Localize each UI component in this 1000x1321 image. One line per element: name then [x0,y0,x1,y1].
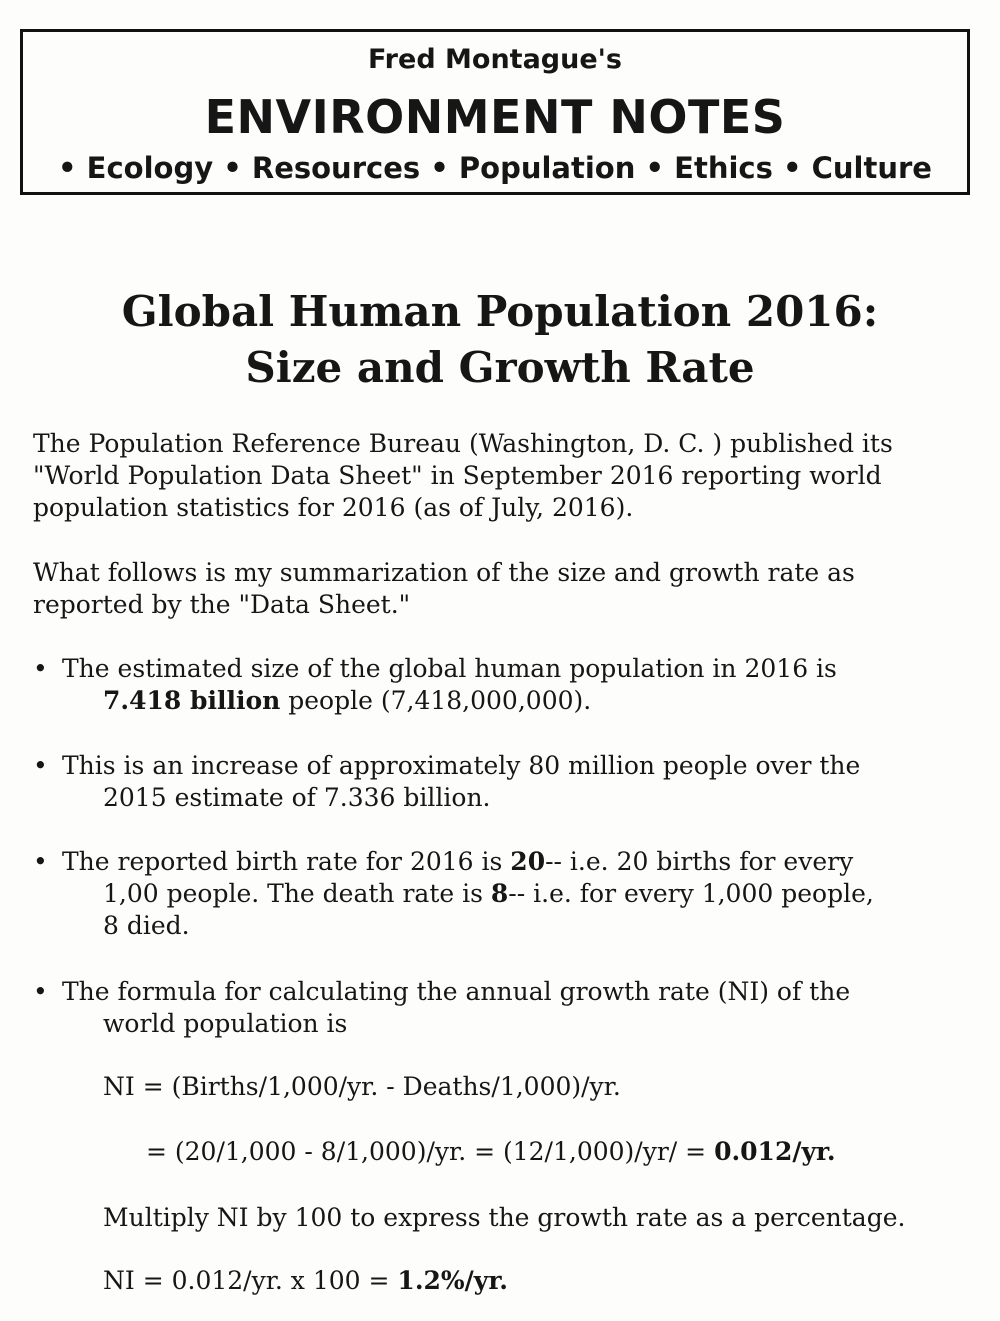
population-total: 7.418 billion [103,686,281,715]
bullet-population-size [33,653,963,717]
topic-ethics: Ethics [674,151,773,185]
masthead [20,29,970,195]
bullet-mark: • [33,977,48,1006]
bullet-mark: • [33,654,48,683]
multiply-instruction: Multiply NI by 100 to express the growth rate as a percentage. [103,1203,906,1232]
masthead-topics [23,151,967,185]
topic-population: Population [458,151,636,185]
topic-separator: • [782,151,802,185]
growth-rate-result: 0.012/yr. [714,1137,836,1166]
bullet-line: 2015 estimate of 7.336 billion. [103,783,491,812]
bullet-line: world population is [103,1009,348,1038]
article-title [0,284,1000,396]
bullet-population-increase [33,750,963,814]
calc-text: = (20/1,000 - 8/1,000)/yr. = (12/1,000)/yr/ = [146,1137,715,1166]
text: -- i.e. 20 births for every [545,847,854,876]
bullet-line [62,846,963,878]
formula-calculation [146,1136,836,1168]
summary-paragraph: What follows is my summarization of the size and growth rate as reported by the "Data Sheet." [33,558,855,619]
masthead-title: ENVIRONMENT NOTES [204,90,786,144]
bullet-line: 8 died. [103,911,190,940]
bullet-birth-death-rate [33,846,963,942]
text: 1,00 people. The death rate is [103,879,491,908]
bullet-line [33,878,963,910]
topic-separator: • [58,151,77,185]
title-line-2: Size and Growth Rate [245,343,755,392]
bullet-line [33,685,963,717]
topic-culture: Culture [811,151,932,185]
intro-paragraph: The Population Reference Bureau (Washington, D. C. ) published its "World Population Data Sheet" in September 2016 reporting world population statistics for 2016 (as of July, 2016). [33,429,893,522]
percent-calculation [103,1265,508,1297]
title-line-1: Global Human Population 2016: [121,287,879,336]
bullet-growth-formula [33,976,963,1040]
topic-ecology: Ecology [86,151,214,185]
bullet-mark: • [33,751,48,780]
bullet-mark: • [33,847,48,876]
bullet-line: The estimated size of the global human population in 2016 is [62,654,837,683]
text: The reported birth rate for 2016 is [62,847,511,876]
birth-rate: 20 [510,847,546,876]
population-detail: people (7,418,000,000). [280,686,592,715]
text: -- i.e. for every 1,000 people, [508,879,874,908]
topic-separator: • [430,151,449,185]
formula-definition: NI = (Births/1,000/yr. - Deaths/1,000)/yr. [103,1072,621,1101]
percent-text: NI = 0.012/yr. x 100 = [103,1266,398,1295]
bullet-line: The formula for calculating the annual growth rate (NI) of the [62,977,851,1006]
topic-separator: • [645,151,665,185]
bullet-line: This is an increase of approximately 80 million people over the [62,751,861,780]
topic-separator: • [223,151,242,185]
masthead-author: Fred Montague's [367,44,623,75]
topic-resources: Resources [251,151,421,185]
growth-rate-percent: 1.2%/yr. [397,1266,508,1295]
death-rate: 8 [490,879,509,908]
